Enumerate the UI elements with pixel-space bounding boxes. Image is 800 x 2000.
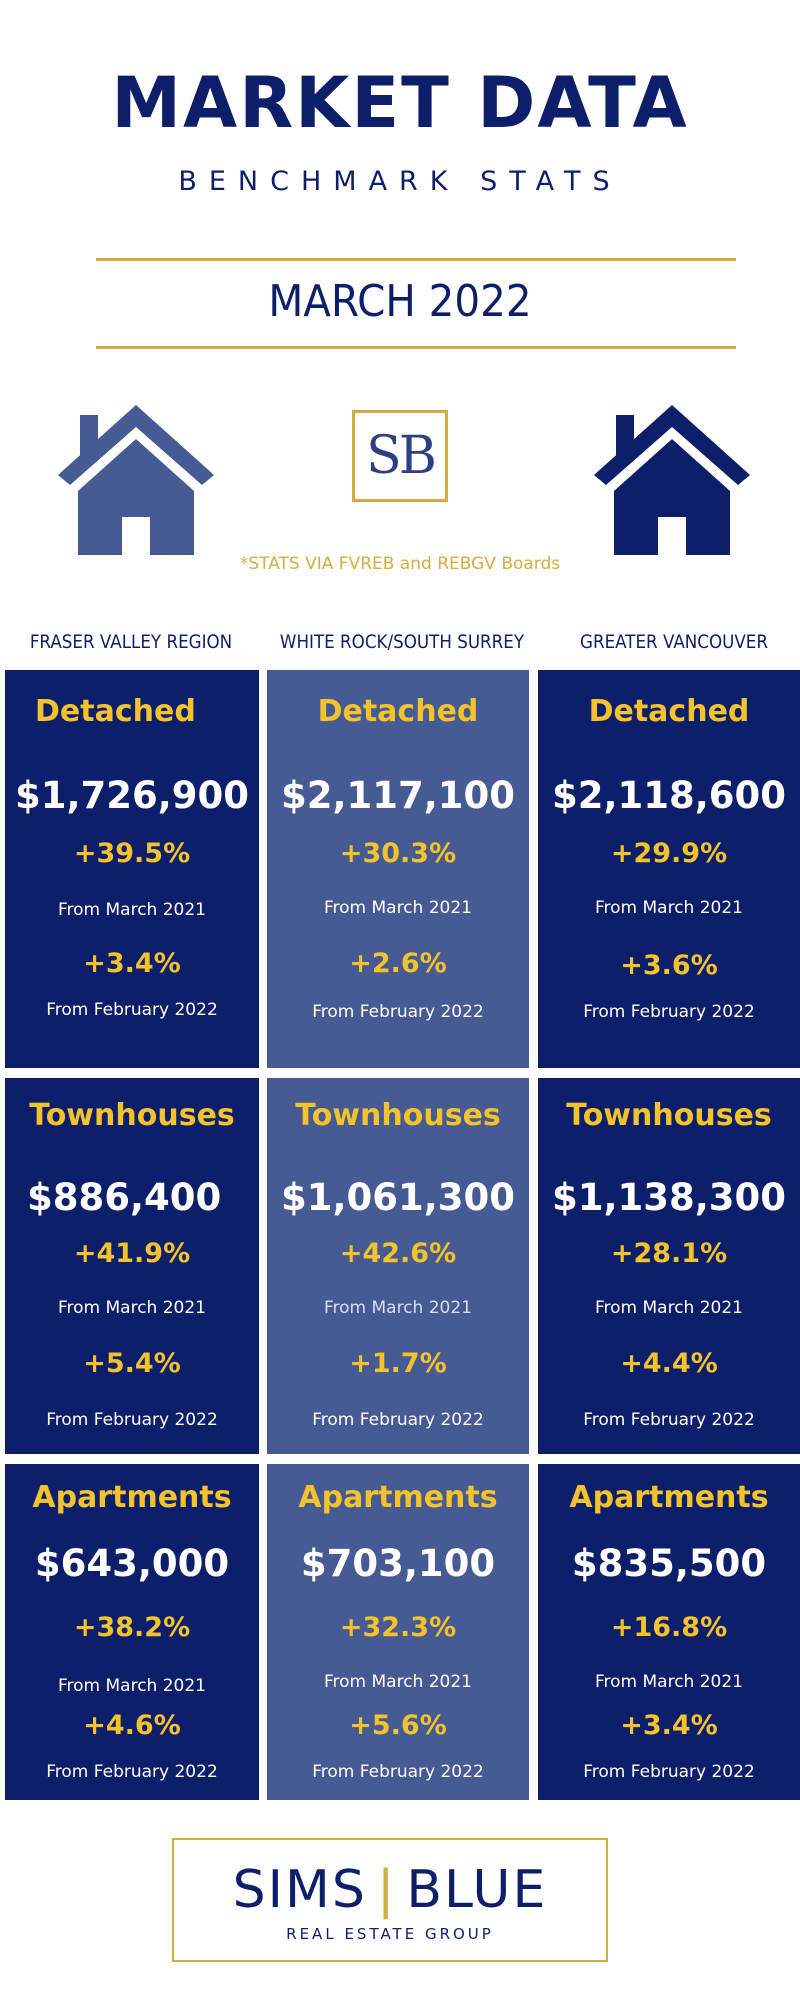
mom-change: +5.4% [83,1348,181,1379]
category-label: Townhouses [566,1098,772,1133]
category-label: Apartments [32,1480,232,1515]
mom-label: From February 2022 [46,1410,218,1430]
yoy-label: From March 2021 [594,1298,743,1318]
region-white-rock: WHITE ROCK/SOUTH SURREY [279,631,525,653]
stats-source-text: *STATS VIA FVREB and REBGV Boards [239,554,561,574]
divider-bottom [96,346,736,349]
mom-label: From February 2022 [312,1410,484,1430]
category-label: Townhouses [29,1098,235,1133]
card-townhouses-greater-vancouver [538,1078,800,1454]
category-label: Townhouses [295,1098,501,1133]
category-label: Detached [317,694,479,729]
yoy-change: +38.2% [73,1612,191,1643]
card-townhouses-white-rock [267,1078,529,1454]
card-detached-greater-vancouver [538,670,800,1068]
mom-change: +3.6% [620,950,718,981]
mom-change: +2.6% [349,948,447,979]
house-icon-left [56,405,216,560]
category-label: Apartments [298,1480,498,1515]
yoy-label: From March 2021 [323,1298,472,1318]
stats-source-note [0,552,800,576]
sb-logo-mark: SB [352,410,448,502]
benchmark-price: $886,400 [27,1176,222,1219]
yoy-change: +41.9% [73,1238,191,1269]
benchmark-price: $1,138,300 [551,1176,787,1219]
yoy-label: From March 2021 [57,1676,206,1696]
brand-separator: | [376,1860,397,1920]
category-label: Detached [588,694,750,729]
divider-top [96,258,736,261]
yoy-change: +30.3% [339,838,457,869]
mom-label: From February 2022 [583,1762,755,1782]
page-subtitle: BENCHMARK STATS [178,166,622,197]
brand-logo [172,1838,608,1962]
yoy-label: From March 2021 [594,1672,743,1692]
yoy-label: From March 2021 [594,898,743,918]
mom-change: +4.4% [620,1348,718,1379]
mom-change: +4.6% [83,1710,181,1741]
benchmark-price: $1,061,300 [280,1176,516,1219]
yoy-change: +29.9% [610,838,728,869]
house-icon-right [592,405,752,560]
mom-label: From February 2022 [583,1410,755,1430]
yoy-change: +39.5% [73,838,191,869]
mom-label: From February 2022 [312,1762,484,1782]
page-title: MARKET DATA [111,62,689,144]
yoy-change: +28.1% [610,1238,728,1269]
mom-label: From February 2022 [46,1762,218,1782]
category-label: Detached [35,694,196,729]
yoy-label: From March 2021 [57,1298,206,1318]
brand-right: BLUE [406,1860,548,1920]
mom-change: +3.4% [83,948,181,979]
card-detached-fraser-valley [5,670,259,1068]
yoy-label: From March 2021 [323,898,472,918]
mom-label: From February 2022 [583,1002,755,1022]
brand-tagline: REAL ESTATE GROUP [286,1925,494,1943]
yoy-change: +16.8% [610,1612,728,1643]
yoy-label: From March 2021 [323,1672,472,1692]
benchmark-price: $2,117,100 [280,774,516,817]
benchmark-price: $2,118,600 [551,774,787,817]
card-townhouses-fraser-valley [5,1078,259,1454]
mom-change: +5.6% [349,1710,447,1741]
benchmark-price: $643,000 [34,1542,230,1585]
yoy-change: +42.6% [339,1238,457,1269]
card-detached-white-rock [267,670,529,1068]
card-apartments-fraser-valley [5,1464,259,1800]
yoy-label: From March 2021 [57,900,206,920]
brand-left: SIMS [232,1860,367,1920]
card-apartments-greater-vancouver [538,1464,800,1800]
report-date: MARCH 2022 [268,276,532,327]
card-apartments-white-rock [267,1464,529,1800]
mom-change: +1.7% [349,1348,447,1379]
benchmark-price: $703,100 [300,1542,496,1585]
region-greater-vancouver: GREATER VANCOUVER [579,631,768,653]
region-fraser-valley: FRASER VALLEY REGION [29,631,233,653]
mom-label: From February 2022 [312,1002,484,1022]
mom-label: From February 2022 [46,1000,218,1020]
benchmark-price: $835,500 [571,1542,767,1585]
category-label: Apartments [569,1480,769,1515]
brand-wordmark [174,1860,606,1920]
mom-change: +3.4% [620,1710,718,1741]
benchmark-price: $1,726,900 [14,774,250,817]
yoy-change: +32.3% [339,1612,457,1643]
